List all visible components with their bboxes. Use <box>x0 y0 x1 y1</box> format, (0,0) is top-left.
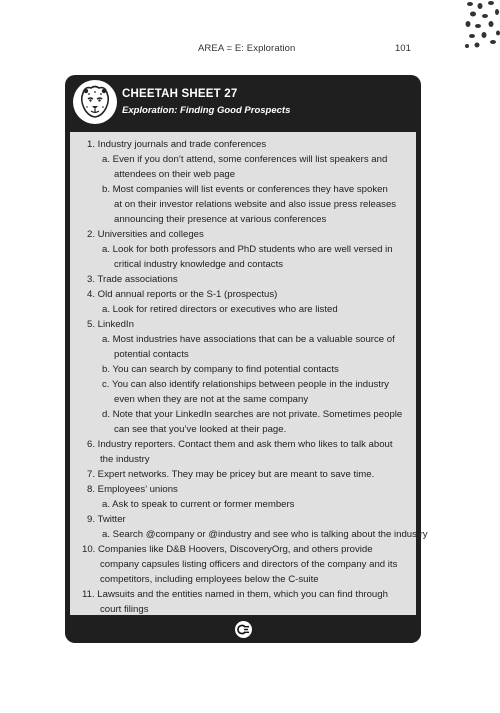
list-line: announcing their presence at various conferences <box>114 214 327 225</box>
list-line: a. Search @company or @industry and see who is talking about the industry <box>102 529 428 540</box>
area-e-logo-icon <box>235 621 252 638</box>
list-line: 9. Twitter <box>87 514 126 525</box>
list-line: can see that you’ve looked at their page. <box>114 424 287 435</box>
list-line: 8. Employees’ unions <box>87 484 178 495</box>
cheetah-sheet-card <box>65 75 428 643</box>
list-line: company capsules listing officers and directors of the company and its <box>100 559 398 570</box>
list-line: at on their investor relations website and also issue press releases <box>114 199 397 210</box>
list-line: b. Most companies will list events or conferences they have spoken <box>102 184 388 195</box>
list-line: 5. LinkedIn <box>87 319 134 330</box>
list-line: a. Most industries have associations that can be a valuable source of <box>102 334 395 345</box>
list-line: potential contacts <box>114 349 189 360</box>
list-line: 10. Companies like D&B Hoovers, DiscoveryOrg, and others provide <box>82 544 373 555</box>
card-subtitle: Exploration: Finding Good Prospects <box>122 105 291 116</box>
list-line: d. Note that your LinkedIn searches are not private. Sometimes people <box>102 409 403 420</box>
list-line: critical industry knowledge and contacts <box>114 259 284 270</box>
list-line: b. You can search by company to find potential contacts <box>102 364 339 375</box>
card-title: CHEETAH SHEET 27 <box>122 88 238 100</box>
list-line: a. Look for retired directors or executives who are listed <box>102 304 338 315</box>
list-line: even when they are not at the same company <box>114 394 309 405</box>
list-line: 3. Trade associations <box>87 274 178 285</box>
cheetah-head-icon <box>73 80 117 124</box>
leopard-spots-decoration <box>464 0 500 50</box>
list-line: attendees on their web page <box>114 169 236 180</box>
list-line: competitors, including employees below the C-suite <box>100 574 319 585</box>
list-line: 7. Expert networks. They may be pricey but are meant to save time. <box>87 469 375 480</box>
page-number: 101 <box>395 43 411 54</box>
list-line: 11. Lawsuits and the entities named in them, which you can find through <box>82 589 388 600</box>
list-line: court filings <box>100 604 149 615</box>
card-header <box>65 75 421 132</box>
list-line: a. Ask to speak to current or former members <box>102 499 295 510</box>
list-line: a. Look for both professors and PhD students who are well versed in <box>102 244 393 255</box>
list-line: 2. Universities and colleges <box>87 229 204 240</box>
list-line: 1. Industry journals and trade conferences <box>87 139 267 150</box>
list-line: 4. Old annual reports or the S-1 (prospectus) <box>87 289 278 300</box>
running-header <box>0 43 500 57</box>
list-line: 6. Industry reporters. Contact them and ask them who likes to talk about <box>87 439 393 450</box>
list-line: a. Even if you don’t attend, some conferences will list speakers and <box>102 154 388 165</box>
card-body <box>70 132 428 615</box>
list-line: the industry <box>100 454 150 465</box>
running-head: AREA = E: Exploration <box>198 43 296 54</box>
list-line: c. You can also identify relationships between people in the industry <box>102 379 389 390</box>
